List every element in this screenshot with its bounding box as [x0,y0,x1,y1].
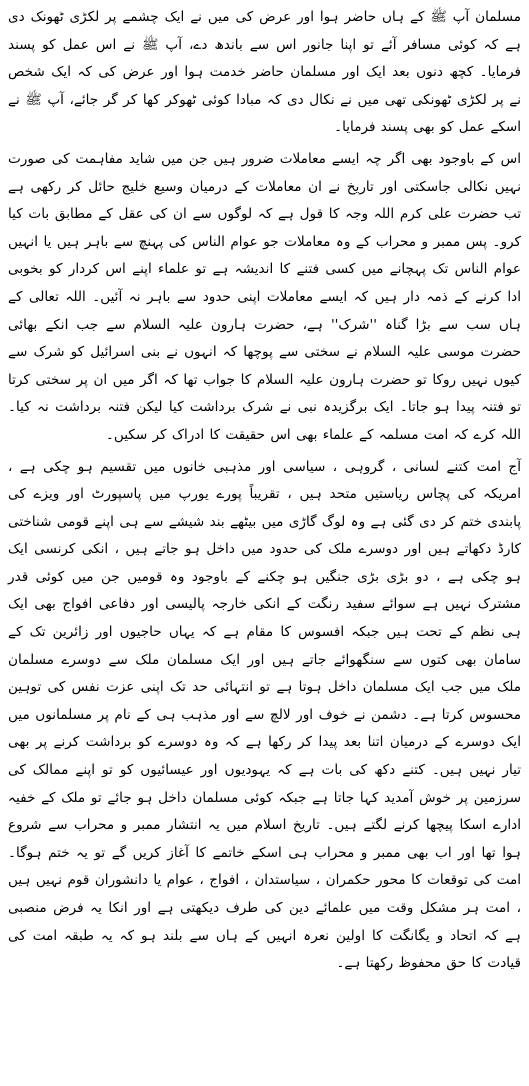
paragraph-1: مسلمان آپ ﷺ کے ہاں حاضر ہوا اور عرض کی میں نے ایک چشمے پر لکڑی ٹھونک دی ہے کہ کوئی مسافر آئے تو اپنا جانور اس سے باندھ دے، آپ ﷺ نے اس عمل کو پسند فرمایا۔ کچھ دنوں بعد ایک اور مسلمان حاضر خدمت ہوا اور عرض کی کہ ایک شخص نے پر لکڑی ٹھونکی تھی میں نے نکال دی کہ مبادا کوئی ٹھوکر کھا کر گر جائے، آپ ﷺ نے اسکے عمل کو بھی پسند فرمایا۔ [8,9,521,136]
paragraph-3: آج امت کتنے لسانی ، گروہی ، سیاسی اور مذہبی خانوں میں تقسیم ہو چکی ہے ، امریکہ کی پچاس ریاستیں متحد ہیں ، تقریباً پورے یورپ میں پاسپورٹ اور ویزے کی پابندی ختم کر دی گئی ہے وہ لوگ گاڑی میں بیٹھے بند شیشے سے ہی اپنے قومی شناختی کارڈ دکھاتے ہیں اور دوسرے ملک کی حدود میں داخل ہو جاتے ہیں ، انکی کرنسی ایک ہو چکی ہے ، دو بڑی بڑی جنگیں ہو چکنے کے باوجود وہ قومیں جن میں کوئی قدر مشترک نہیں ہے سوائے سفید رنگت کے انکی خارجہ پالیسی اور دفاعی افواج بھی ایک ہی نظم کے تحت ہیں جبکہ افسوس کا مقام ہے کہ یہاں حاجیوں اور زائرین تک کے سامان بھی کتوں سے سنگھوائے جاتے ہیں اور ایک مسلمان ملک سے دوسرے مسلمان ملک میں جب ایک مسلمان داخل ہوتا ہے تو انتہائی حد تک اپنی عزت نفس کی توہین محسوس کرتا ہے۔ دشمن نے خوف اور لالچ سے اور مذہب ہی کے نام پر مسلمانوں میں ایک دوسرے کے درمیان اتنا بعد پیدا کر رکھا ہے کہ وہ دوسرے کو برداشت کرنے پر بھی تیار نہیں ہیں۔ کتنے دکھ کی بات ہے کہ یہودیوں اور عیسائیوں کو تو اپنے ممالک کی سرزمین پر خوش آمدید کہا جاتا ہے جبکہ کوئی مسلمان داخل ہو جائے تو ملک کے خفیہ ادارے اسکا پیچھا کرنے لگتے ہیں۔ تاریخ اسلام میں یہ انتشار ممبر و محراب سے شروع ہوا تھا اور اب بھی ممبر و محراب ہی اسکے خاتمے کا آغاز کریں گے تو یہ ختم ہوگا۔ امت کی توقعات کا محور حکمران ، سیاستدان ، افواج ، عوام یا دانشوران قوم نہیں ہیں ، امت ہر مشکل وقت میں علمائے دین کی طرف دیکھتی ہے اور انکا یہ فرض منصبی ہے کہ اتحاد و یگانگت کا اولین نعرہ انہیں کے ہاں سے بلند ہو کہ یہ طبقہ امت کی قیادت کا حق محفوظ رکھتا ہے۔ [8,458,521,972]
paragraph-2: اس کے باوجود بھی اگر چہ ایسے معاملات ضرور ہیں جن میں شاید مفاہمت کی صورت نہیں نکالی جاسکتی اور تاریخ نے ان معاملات کے درمیان وسیع خلیج حائل کر رکھی ہے تب حضرت علی کرم اللہ وجہ کا قول ہے کہ لوگوں سے ان کی عقل کے مطابق بات کیا کرو۔ پس ممبر و محراب کے وہ معاملات جو عوام الناس کی پہنچ سے باہر ہیں یا انہیں عوام الناس تک پہچانے میں کسی فتنے کا اندیشہ ہے تو علماء اپنے اس کردار کو بخوبی ادا کرنے کے ذمہ دار ہیں کہ ایسے معاملات اپنی حدود سے باہر نہ آئیں۔ اللہ تعالی کے ہاں سب سے بڑا گناہ ''شرک'' ہے، حضرت ہارون علیہ السلام سے جب انکے بھائی حضرت موسی علیہ السلام نے سختی سے پوچھا کہ انہوں نے بنی اسرائیل کو شرک سے کیوں نہیں روکا تو حضرت ہارون علیہ السلام کا جواب تھا کہ اگر میں ان پر سختی کرتا تو فتنہ پیدا ہو جاتا۔ ایک برگزیدہ نبی نے شرک برداشت کیا لیکن فتنہ برداشت نہ کیا۔ اللہ کرے کہ امت مسلمہ کے علماء بھی اس حقیقت کا ادراک کر سکیں۔ [8,150,521,443]
